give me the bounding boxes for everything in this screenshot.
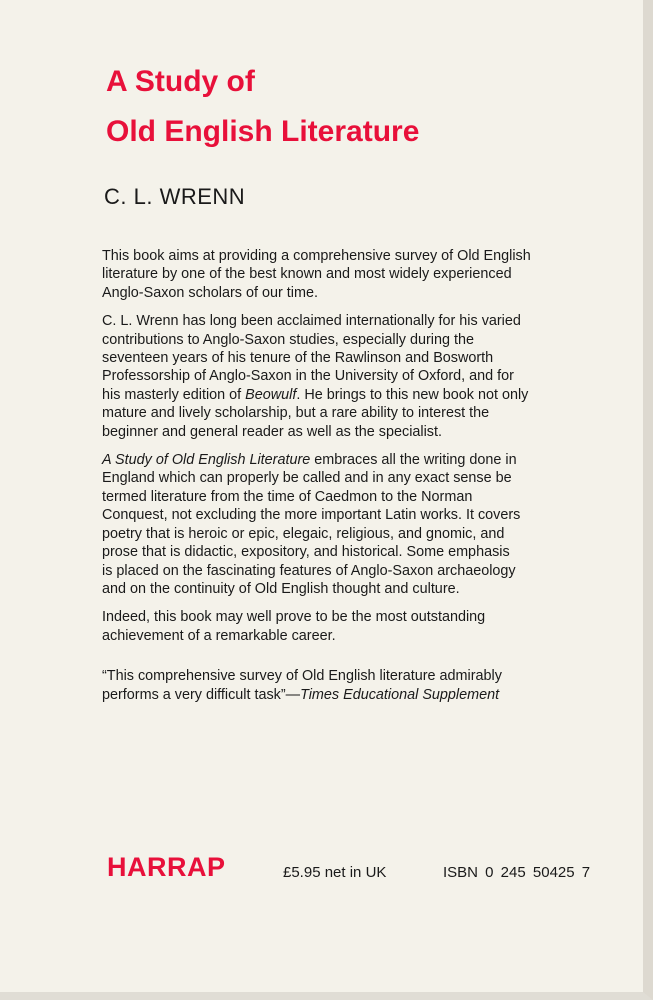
text-fragment: . He brings to this new book not only xyxy=(296,386,529,403)
blurb-paragraph-4 xyxy=(102,608,592,645)
text-line: Anglo-Saxon scholars of our time. xyxy=(102,284,318,301)
text-fragment: his masterly edition of xyxy=(102,386,246,403)
text-line: C. L. Wrenn has long been acclaimed internationally for his varied xyxy=(102,313,521,330)
text-line: and on the continuity of Old English thought and culture. xyxy=(102,580,460,597)
text-line: seventeen years of his tenure of the Rawlinson and Bosworth xyxy=(102,350,494,367)
text-line: termed literature from the time of Caedmon to the Norman xyxy=(102,488,473,505)
isbn-label: ISBN 0 245 50425 7 xyxy=(443,864,591,881)
review-quote xyxy=(102,667,592,704)
title-line-1: A Study of xyxy=(106,65,255,98)
text-line: Professorship of Anglo-Saxon in the University of Oxford, and for xyxy=(102,368,514,385)
text-line: beginner and general reader as well as the specialist. xyxy=(102,423,442,440)
text-line: contributions to Anglo-Saxon studies, especially during the xyxy=(102,331,474,348)
text-line: mature and lively scholarship, but a rare ability to interest the xyxy=(102,405,490,422)
text-line: “This comprehensive survey of Old English literature admirably xyxy=(102,668,502,685)
blurb xyxy=(102,247,592,714)
blurb-paragraph-1 xyxy=(102,247,592,302)
text-line xyxy=(102,451,592,469)
text-line xyxy=(102,386,592,404)
text-line: literature by one of the best known and most widely experienced xyxy=(102,266,512,283)
text-line: poetry that is heroic or epic, elegaic, religious, and gnomic, and xyxy=(102,525,505,542)
blurb-paragraph-3 xyxy=(102,451,592,598)
text-line: achievement of a remarkable career. xyxy=(102,627,336,644)
text-line: England which can properly be called and in any exact sense be xyxy=(102,470,512,487)
publisher-logo: HARRAP xyxy=(107,852,226,882)
book-title xyxy=(106,57,419,157)
text-line: Indeed, this book may well prove to be the most outstanding xyxy=(102,609,486,626)
author-name: C. L. WRENN xyxy=(104,184,246,209)
book-title-italic: A Study of Old English Literature xyxy=(102,452,311,469)
cover-footer xyxy=(0,852,643,892)
blurb-paragraph-2 xyxy=(102,312,592,441)
text-fragment: embraces all the writing done in xyxy=(310,452,517,469)
beowulf-title-italic: Beowulf xyxy=(245,386,297,403)
text-line: Conquest, not excluding the more important Latin works. It covers xyxy=(102,507,521,524)
text-line xyxy=(102,686,592,704)
quote-source: Times Educational Supplement xyxy=(300,686,500,703)
title-line-2: Old English Literature xyxy=(106,115,420,148)
text-line: This book aims at providing a comprehensive survey of Old English xyxy=(102,248,531,264)
text-line: prose that is didactic, expository, and historical. Some emphasis xyxy=(102,544,510,561)
text-line: is placed on the fascinating features of Anglo-Saxon archaeology xyxy=(102,562,516,579)
price-label: £5.95 net in UK xyxy=(283,864,387,881)
text-fragment: performs a very difficult task”— xyxy=(102,686,301,703)
